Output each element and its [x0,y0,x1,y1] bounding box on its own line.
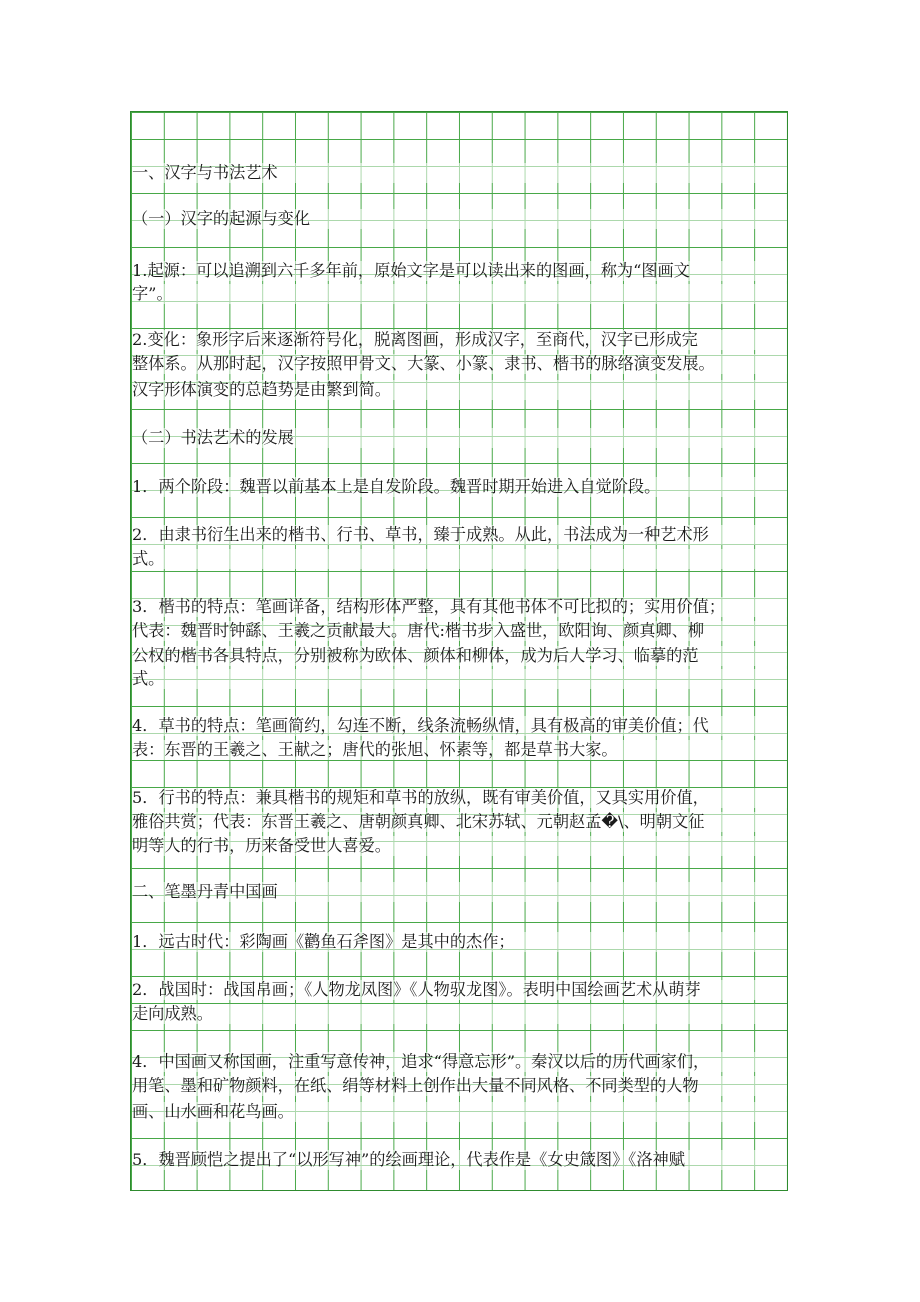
subsection-heading-origin: （一）汉字的起源与变化 [132,209,788,229]
paragraph-kaishu-line-3: 公权的楷书各具特点，分别被称为欧体、颜体和柳体，成为后人学习、临摹的范 [132,646,788,666]
paragraph-kaishu-line-1: 3．楷书的特点：笔画详备，结构形体严整，具有其他书体不可比拟的；实用价值； [132,597,788,617]
paragraph-caoshu-line-2: 表：东晋的王羲之、王献之；唐代的张旭、怀素等，都是草书大家。 [132,740,788,760]
paragraph-scripts-line-2: 式。 [132,549,788,569]
paragraph-gukaizhi-line-1: 5．魏晋顾恺之提出了“以形写神”的绘画理论，代表作是《女史箴图》《洛神赋 [132,1150,788,1170]
paragraph-kaishu-line-2: 代表：魏晋时钟繇、王羲之贡献最大。唐代:楷书步入盛世，欧阳询、颜真卿、柳 [132,621,788,641]
paragraph-xingshu-line-3: 明等人的行书，历来备受世人喜爱。 [132,836,788,856]
paragraph-origin-line-1: 1.起源：可以追溯到六千多年前，原始文字是可以读出来的图画，称为“图画文 [132,261,788,281]
paragraph-caoshu-line-1: 4．草书的特点：笔画简约，勾连不断，线条流畅纵情，具有极高的审美价值；代 [132,716,788,736]
paragraph-ancient: 1．远古时代：彩陶画《鹳鱼石斧图》是其中的杰作； [132,932,788,952]
paragraph-guohua-line-1: 4．中国画又称国画，注重写意传神，追求“得意忘形”。秦汉以后的历代画家们， [132,1052,788,1072]
paragraph-origin-line-2: 字”。 [132,284,788,304]
paragraph-kaishu-line-4: 式。 [132,669,788,689]
paragraph-change-line-2: 整体系。从那时起，汉字按照甲骨文、大篆、小篆、隶书、楷书的脉络演变发展。 [132,354,788,374]
paragraph-stages: 1．两个阶段：魏晋以前基本上是自发阶段。魏晋时期开始进入自觉阶段。 [132,477,788,497]
paragraph-scripts-line-1: 2．由隶书衍生出来的楷书、行书、草书，臻于成熟。从此，书法成为一种艺术形 [132,525,788,545]
paragraph-guohua-line-3: 画、山水画和花鸟画。 [132,1102,788,1122]
paragraph-change-line-1: 2.变化：象形字后来逐渐符号化，脱离图画，形成汉字，至商代，汉字已形成完 [132,330,788,350]
section-heading-1: 一、汉字与书法艺术 [132,163,788,183]
subsection-heading-calligraphy: （二）书法艺术的发展 [132,428,788,448]
document-page [130,111,788,1191]
paragraph-xingshu-line-2: 雅俗共赏；代表：东晋王羲之、唐朝颜真卿、北宋苏轼、元朝赵孟�\、明朝文征 [132,812,788,832]
section-heading-2: 二、笔墨丹青中国画 [132,882,788,902]
paragraph-change-line-3: 汉字形体演变的总趋势是由繁到简。 [132,380,788,400]
paragraph-xingshu-line-1: 5．行书的特点：兼具楷书的规矩和草书的放纵，既有审美价值，又具实用价值， [132,788,788,808]
paragraph-guohua-line-2: 用笔、墨和矿物颜料，在纸、绢等材料上创作出大量不同风格、不同类型的人物 [132,1076,788,1096]
paragraph-warring-states-line-1: 2．战国时：战国帛画；《人物龙凤图》《人物驭龙图》。表明中国绘画艺术从萌芽 [132,980,788,1000]
paragraph-warring-states-line-2: 走向成熟。 [132,1004,788,1024]
document-content [131,112,788,1191]
